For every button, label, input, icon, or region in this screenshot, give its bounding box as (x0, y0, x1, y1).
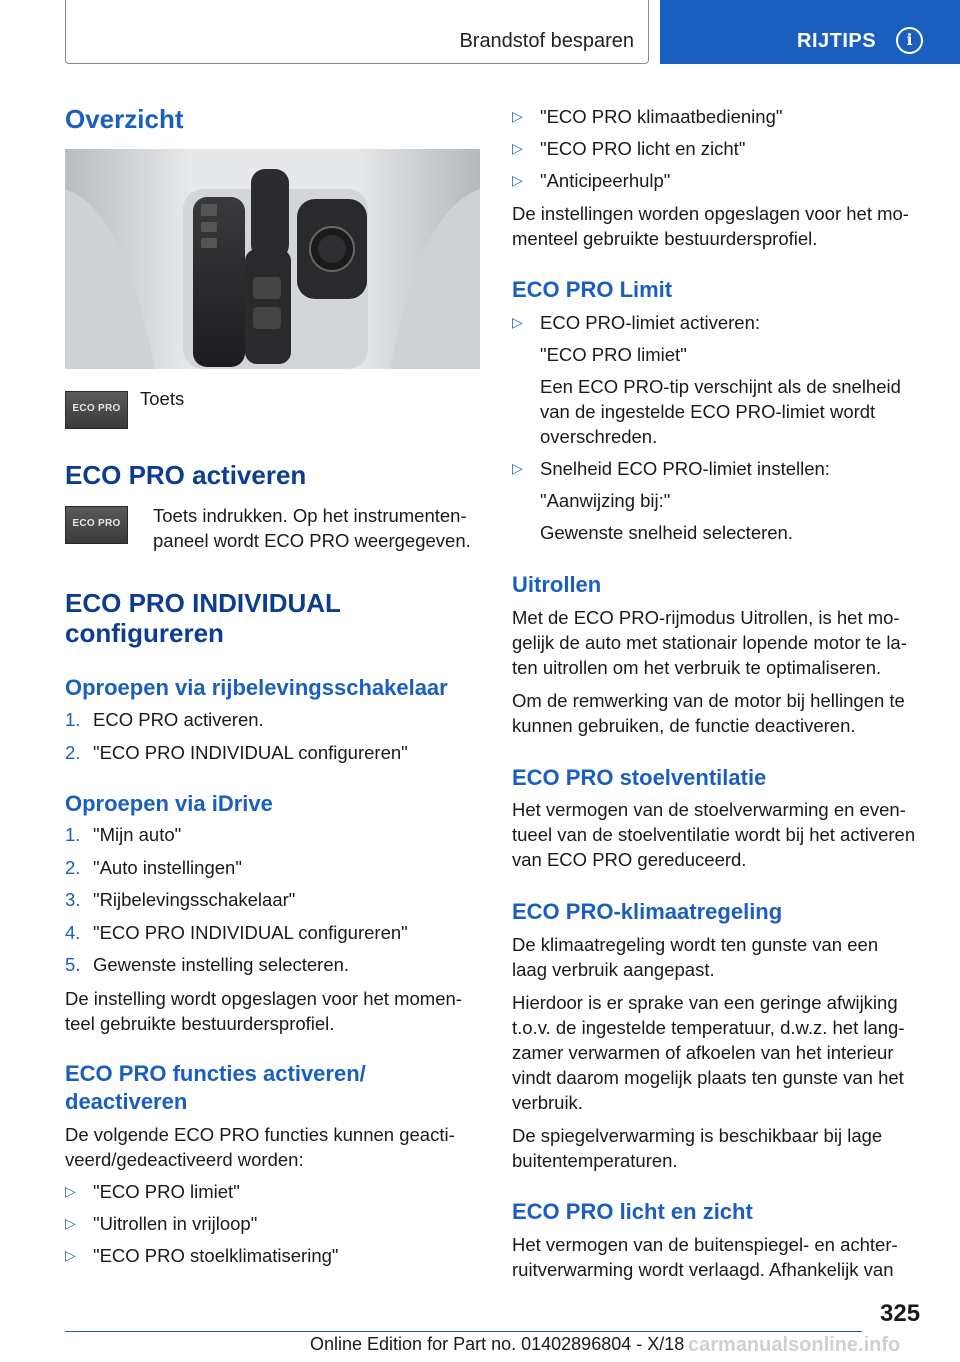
paragraph-line: gelijk de auto met stationair lopende motor te la- (512, 632, 907, 653)
paragraph-line: van ECO PRO gereduceerd. (512, 849, 747, 870)
subsection-title-uitrollen: Uitrollen (512, 572, 602, 597)
triangle-bullet-icon: ▷ (512, 140, 523, 156)
list-subitem: van de ingestelde ECO PRO-limiet wordt (540, 401, 876, 422)
triangle-bullet-icon: ▷ (512, 172, 523, 188)
paragraph-line: Hierdoor is er sprake van een geringe afwijking (512, 992, 898, 1013)
paragraph-line: Het vermogen van de stoelverwarming en even- (512, 799, 906, 820)
section-title-individual-1: ECO PRO INDIVIDUAL (65, 588, 341, 618)
paragraph-line: De spiegelverwarming is beschikbaar bij lage (512, 1125, 883, 1146)
step-text: "ECO PRO INDIVIDUAL configureren" (93, 742, 408, 763)
step-number: 5. (65, 954, 81, 975)
paragraph-line: zamer verwarmen of afkoelen van het interieur (512, 1042, 894, 1063)
idrive-note-line1: De instelling wordt opgeslagen voor het momen- (65, 988, 462, 1009)
tab-rijtips[interactable]: RIJTIPS (797, 30, 877, 52)
watermark: carmanualsonline.info (688, 1334, 901, 1356)
paragraph-line: kunnen gebruiken, de functie deactiveren. (512, 715, 856, 736)
step-number: 1. (65, 824, 81, 845)
step-number: 2. (65, 857, 81, 878)
top-note-line1: De instellingen worden opgeslagen voor het mo- (512, 203, 909, 224)
paragraph-line: Om de remwerking van de motor bij hellingen te (512, 690, 905, 711)
triangle-bullet-icon: ▷ (512, 108, 523, 124)
paragraph-line: Met de ECO PRO-rijmodus Uitrollen, is het mo- (512, 607, 900, 628)
list-item: "ECO PRO klimaatbediening" (540, 106, 783, 127)
paragraph-line: tueel van de stoelventilatie wordt bij het activeren (512, 824, 916, 845)
console-illustration (65, 149, 480, 369)
triangle-bullet-icon: ▷ (65, 1247, 76, 1263)
list-item: "ECO PRO stoelklimatisering" (93, 1245, 339, 1266)
subsection-title-licht: ECO PRO licht en zicht (512, 1199, 753, 1224)
step-text: "ECO PRO INDIVIDUAL configureren" (93, 922, 408, 943)
step-text: ECO PRO activeren. (93, 709, 264, 730)
toets-label: Toets (140, 388, 185, 409)
triangle-bullet-icon: ▷ (512, 314, 523, 330)
paragraph-line: laag verbruik aangepast. (512, 959, 715, 980)
subsection-title-schakelaar: Oproepen via rijbelevingsschakelaar (65, 675, 448, 700)
list-subitem: overschreden. (540, 426, 658, 447)
functies-text-line1: De volgende ECO PRO functies kunnen geacti- (65, 1124, 455, 1145)
subsection-title-limit: ECO PRO Limit (512, 277, 673, 302)
step-number: 1. (65, 709, 81, 730)
step-text: "Rijbelevingsschakelaar" (93, 889, 296, 910)
paragraph-line: verbruik. (512, 1092, 583, 1113)
list-subitem: "ECO PRO limiet" (540, 344, 687, 365)
list-item: "Anticipeerhulp" (540, 170, 671, 191)
paragraph-line: buitentemperaturen. (512, 1150, 678, 1171)
paragraph-line: vindt daarom mogelijk plaats ten gunste van het (512, 1067, 904, 1088)
subsection-title-functies-1: ECO PRO functies activeren/ (65, 1061, 366, 1086)
edition-text: Online Edition for Part no. 01402896804 - X/18 (310, 1334, 685, 1354)
paragraph-line: ruitverwarming wordt verlaagd. Afhankelijk van (512, 1259, 894, 1280)
eco-pro-button-label: ECO PRO (72, 403, 121, 414)
triangle-bullet-icon: ▷ (65, 1183, 76, 1199)
breadcrumb[interactable]: Brandstof besparen (459, 30, 634, 52)
eco-pro-button-label-2: ECO PRO (72, 518, 121, 529)
subsection-title-stoel: ECO PRO stoelventilatie (512, 765, 767, 790)
gear-selector-photo (65, 149, 480, 369)
list-item: "ECO PRO licht en zicht" (540, 138, 746, 159)
section-title-activeren: ECO PRO activeren (65, 460, 307, 490)
step-number: 3. (65, 889, 81, 910)
subsection-title-klimaat: ECO PRO-klimaatregeling (512, 899, 783, 924)
eco-pro-button-image (65, 391, 128, 429)
section-title-overzicht: Overzicht (65, 104, 184, 134)
step-text: Gewenste instelling selecteren. (93, 954, 350, 975)
footer-divider (65, 1331, 862, 1332)
list-subitem: Een ECO PRO-tip verschijnt als de snelheid (540, 376, 901, 397)
list-item: "Uitrollen in vrijloop" (93, 1213, 258, 1234)
header-tab-box[interactable] (660, 0, 960, 64)
paragraph-line: Het vermogen van de buitenspiegel- en achter- (512, 1234, 898, 1255)
paragraph-line: De klimaatregeling wordt ten gunste van een (512, 934, 879, 955)
step-text: "Auto instellingen" (93, 857, 242, 878)
activeren-text-line1: Toets indrukken. Op het instrumenten- (153, 505, 467, 526)
list-item: ECO PRO-limiet activeren: (540, 312, 760, 333)
step-number: 2. (65, 742, 81, 763)
section-title-individual-2: configureren (65, 618, 224, 648)
subsection-title-functies-2: deactiveren (65, 1089, 188, 1114)
paragraph-line: ten uitrollen om het verbruik te optimaliseren. (512, 657, 882, 678)
eco-pro-button-image-2 (65, 506, 128, 544)
top-note-line2: menteel gebruikte bestuurdersprofiel. (512, 228, 818, 249)
triangle-bullet-icon: ▷ (65, 1215, 76, 1231)
triangle-bullet-icon: ▷ (512, 460, 523, 476)
list-item: "ECO PRO limiet" (93, 1181, 240, 1202)
subsection-title-idrive: Oproepen via iDrive (65, 791, 273, 816)
header-breadcrumb-box (65, 0, 649, 64)
functies-text-line2: veerd/gedeactiveerd worden: (65, 1149, 304, 1170)
step-text: "Mijn auto" (93, 824, 182, 845)
page-number: 325 (880, 1300, 921, 1327)
activeren-text-line2: paneel wordt ECO PRO weergegeven. (153, 530, 471, 551)
list-subitem: Gewenste snelheid selecteren. (540, 522, 793, 543)
info-icon[interactable]: i (896, 27, 923, 54)
idrive-note-line2: teel gebruikte bestuurdersprofiel. (65, 1013, 335, 1034)
step-number: 4. (65, 922, 81, 943)
paragraph-line: t.o.v. de ingestelde temperatuur, d.w.z. het lang- (512, 1017, 905, 1038)
list-item: Snelheid ECO PRO-limiet instellen: (540, 458, 830, 479)
list-subitem: "Aanwijzing bij:" (540, 490, 671, 511)
